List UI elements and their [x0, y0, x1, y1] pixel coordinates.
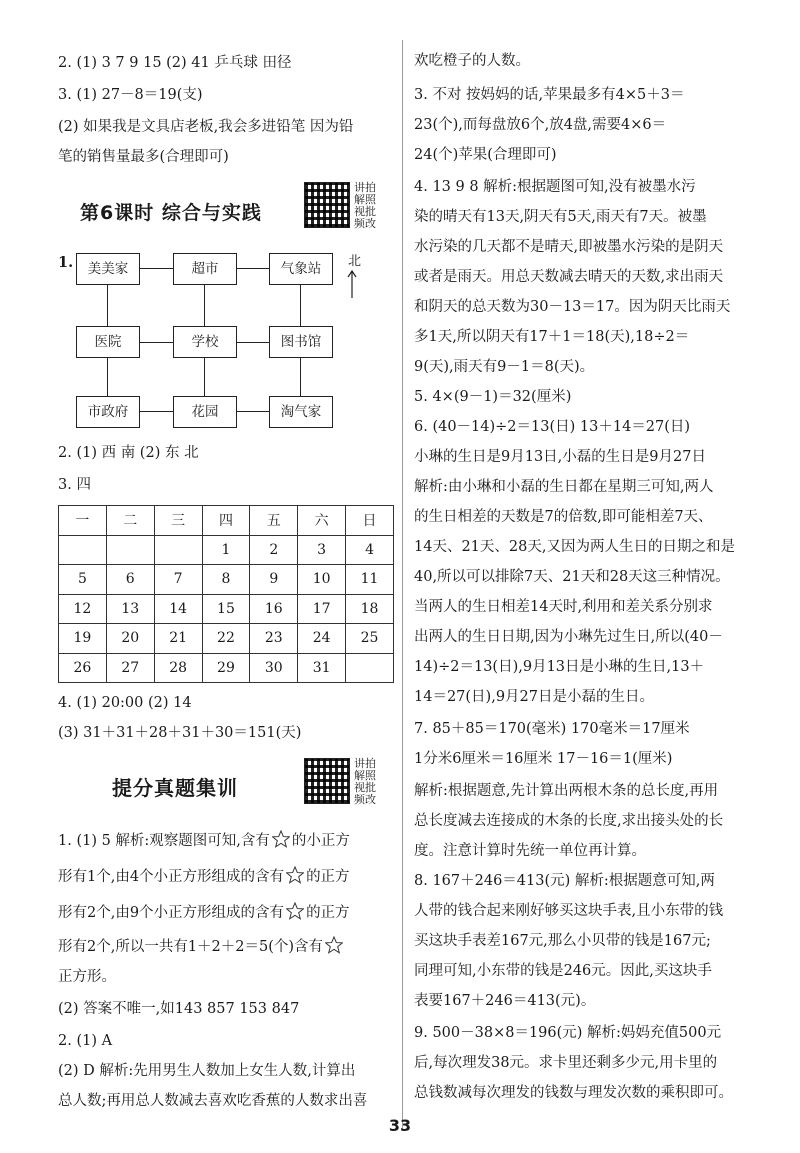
- calendar-day: 13: [106, 594, 154, 624]
- answer-line: 3. (1) 27－8＝19(支): [58, 87, 203, 103]
- map-place: 花园: [173, 396, 237, 428]
- answer-line: 6. (40－14)÷2＝13(日) 13＋14＝27(日): [414, 419, 691, 435]
- answer-text: 形有1个,由4个小正方形组成的含有: [58, 869, 285, 885]
- answer-line: 总长度减去连接成的木条的长度,求出接头处的长: [414, 813, 724, 829]
- calendar-day: 23: [250, 624, 298, 654]
- page-number: 33: [388, 1116, 412, 1135]
- answer-line: 解析:根据题意,先计算出两根木条的总长度,再用: [414, 783, 719, 799]
- map-place: 淘气家: [269, 396, 333, 428]
- calendar-day: 4: [346, 535, 394, 565]
- answer-line: 14天、21天、28天,又因为两人生日的日期之和是: [414, 539, 735, 555]
- weekday-header: 一: [59, 506, 107, 536]
- answer-line: 的生日相差的天数是7的倍数,即可能相差7天、: [414, 509, 713, 525]
- calendar-week-row: [59, 535, 394, 565]
- section-heading: 第6课时 综合与实践: [80, 202, 262, 224]
- north-label: 北: [348, 254, 362, 269]
- calendar-day: 25: [346, 624, 394, 654]
- calendar-day: 11: [346, 565, 394, 595]
- answer-line: 40,所以可以排除7天、21天和28天这三种情况。: [414, 569, 730, 585]
- answer-text: 的正方: [306, 905, 350, 921]
- answer-line: 小琳的生日是9月13日,小磊的生日是9月27日: [414, 449, 706, 465]
- answer-line: 5. 4×(9－1)＝32(厘米): [414, 389, 572, 405]
- calendar-day: 26: [59, 653, 107, 683]
- calendar-day: [346, 653, 394, 683]
- weekday-header: 二: [106, 506, 154, 536]
- calendar-week-row: [59, 624, 394, 654]
- answer-line: 或者是雨天。用总天数减去晴天的天数,求出雨天: [414, 269, 724, 285]
- calendar-week-row: [59, 653, 394, 683]
- answer-line: 7. 85＋85＝170(毫米) 170毫米＝17厘米: [414, 721, 690, 737]
- answer-text: 的正方: [306, 869, 350, 885]
- calendar-day: 1: [202, 535, 250, 565]
- calendar-week-row: [59, 565, 394, 595]
- answer-line: (2) 答案不唯一,如143 857 153 847: [58, 1001, 300, 1017]
- calendar-day: [154, 535, 202, 565]
- calendar-week-row: [59, 594, 394, 624]
- calendar-day: 29: [202, 653, 250, 683]
- calendar-day: 8: [202, 565, 250, 595]
- calendar-day: 3: [298, 535, 346, 565]
- answer-line: 9(天),雨天有9－1＝8(天)。: [414, 359, 595, 375]
- answer-line: 染的晴天有13天,阴天有5天,雨天有7天。被墨: [414, 209, 707, 225]
- answer-line: 出两人的生日日期,因为小琳先过生日,所以(40－: [414, 629, 723, 645]
- answer-text: 1. (1) 5 解析:观察题图可知,含有: [58, 833, 270, 849]
- answer-line: 和阴天的总天数为30－13＝17。因为阴天比雨天: [414, 299, 731, 315]
- answer-line: [58, 862, 350, 892]
- calendar-day: 12: [59, 594, 107, 624]
- answer-line: 4. (1) 20:00 (2) 14: [58, 695, 192, 711]
- calendar-day: 31: [298, 653, 346, 683]
- answer-line: [58, 898, 350, 928]
- answer-line: 解析:由小琳和小磊的生日都在星期三可知,两人: [414, 479, 714, 495]
- answer-line: 2. (1) A: [58, 1033, 113, 1049]
- star-icon: [272, 830, 290, 848]
- calendar-day: 20: [106, 624, 154, 654]
- calendar-table: [58, 505, 394, 683]
- answer-line: 1分米6厘米＝16厘米 17－16＝1(厘米): [414, 751, 673, 767]
- calendar-header-row: [59, 506, 394, 536]
- answer-line: (2) D 解析:先用男生人数加上女生人数,计算出: [58, 1063, 356, 1079]
- answer-line: 买这块手表差167元,那么小贝带的钱是167元;: [414, 933, 711, 949]
- answer-line: [58, 826, 350, 856]
- map-place: 美美家: [76, 253, 140, 285]
- answer-text: 形有2个,所以一共有1＋2＋2＝5(个)含有: [58, 939, 324, 955]
- answer-line: 3. 四: [58, 477, 91, 493]
- answer-line: 水污染的几天都不是晴天,即被墨水污染的是阴天: [414, 239, 724, 255]
- answer-line: 表要167＋246＝413(元)。: [414, 993, 596, 1009]
- calendar-day: 16: [250, 594, 298, 624]
- map-place: 图书馆: [269, 326, 333, 358]
- answer-line: 8. 167＋246＝413(元) 解析:根据题意可知,两: [414, 873, 715, 889]
- answer-line: 多1天,所以阴天有17＋1＝18(天),18÷2＝: [414, 329, 690, 345]
- answer-line: 同理可知,小东带的钱是246元。因此,买这块手: [414, 963, 712, 979]
- answer-line: 正方形。: [58, 969, 116, 985]
- answer-line: 2. (1) 3 7 9 15 (2) 41 乒乓球 田径: [58, 55, 292, 71]
- weekday-header: 三: [154, 506, 202, 536]
- calendar-day: 17: [298, 594, 346, 624]
- answer-line: 4. 13 9 8 解析:根据题图可知,没有被墨水污: [414, 179, 696, 195]
- answer-line: 14)÷2＝13(日),9月13日是小琳的生日,13＋: [414, 659, 705, 675]
- calendar-day: 7: [154, 565, 202, 595]
- answer-line: 总人数;再用总人数减去喜欢吃香蕉的人数求出喜: [58, 1093, 368, 1109]
- weekday-header: 日: [346, 506, 394, 536]
- weekday-header: 六: [298, 506, 346, 536]
- calendar-day: 2: [250, 535, 298, 565]
- calendar-day: [59, 535, 107, 565]
- calendar-day: 14: [154, 594, 202, 624]
- answer-text: 的小正方: [291, 833, 350, 849]
- qr-code-icon: [304, 758, 350, 804]
- answer-line: 23(个),而每盘放6个,放4盘,需要4×6＝: [414, 117, 667, 133]
- answer-line: (2) 如果我是文具店老板,我会多进铅笔 因为铅: [58, 119, 354, 135]
- question-number: 1.: [58, 254, 74, 271]
- answer-line: 当两人的生日相差14天时,利用和差关系分别求: [414, 599, 713, 615]
- star-icon: [325, 936, 343, 954]
- answer-line: 后,每次理发38元。求卡里还剩多少元,用卡里的: [414, 1055, 718, 1071]
- calendar-day: 22: [202, 624, 250, 654]
- answer-line: 9. 500－38×8＝196(元) 解析:妈妈充值500元: [414, 1025, 722, 1041]
- weekday-header: 五: [250, 506, 298, 536]
- answer-line: 欢吃橙子的人数。: [414, 53, 530, 69]
- calendar-day: 5: [59, 565, 107, 595]
- answer-line: 人带的钱合起来刚好够买这块手表,且小东带的钱: [414, 903, 724, 919]
- map-place: 市政府: [76, 396, 140, 428]
- column-divider: [402, 40, 403, 1130]
- section-heading: 提分真题集训: [112, 776, 238, 800]
- calendar-day: 6: [106, 565, 154, 595]
- answer-line: 3. 不对 按妈妈的话,苹果最多有4×5＋3＝: [414, 87, 685, 103]
- map-place: 超市: [173, 253, 237, 285]
- calendar-day: 28: [154, 653, 202, 683]
- map-place: 医院: [76, 326, 140, 358]
- answer-line: 笔的销售量最多(合理即可): [58, 149, 229, 165]
- calendar-day: 21: [154, 624, 202, 654]
- calendar-day: 27: [106, 653, 154, 683]
- calendar-day: 24: [298, 624, 346, 654]
- map-place: 气象站: [269, 253, 333, 285]
- map-place: 学校: [173, 326, 237, 358]
- calendar-day: 18: [346, 594, 394, 624]
- north-arrow-icon: [346, 268, 358, 300]
- answer-text: 形有2个,由9个小正方形组成的含有: [58, 905, 285, 921]
- star-icon: [286, 866, 304, 884]
- answer-line: 24(个)苹果(合理即可): [414, 147, 557, 163]
- qr-label: 讲拍解照视批频改: [354, 757, 376, 806]
- star-icon: [286, 902, 304, 920]
- calendar-day: 9: [250, 565, 298, 595]
- qr-code-icon: [304, 182, 350, 228]
- calendar-day: 19: [59, 624, 107, 654]
- calendar-day: [106, 535, 154, 565]
- answer-line: 2. (1) 西 南 (2) 东 北: [58, 445, 199, 461]
- answer-line: (3) 31＋31＋28＋31＋30＝151(天): [58, 725, 302, 741]
- qr-label: 讲拍解照视批频改: [354, 181, 376, 230]
- calendar-day: 10: [298, 565, 346, 595]
- answer-line: 14＝27(日),9月27日是小磊的生日。: [414, 689, 654, 705]
- answer-line: 度。注意计算时先统一单位再计算。: [414, 843, 646, 859]
- calendar-day: 15: [202, 594, 250, 624]
- answer-line: [58, 932, 345, 962]
- weekday-header: 四: [202, 506, 250, 536]
- answer-line: 总钱数减每次理发的钱数与理发次数的乘积即可。: [414, 1085, 733, 1101]
- calendar-day: 30: [250, 653, 298, 683]
